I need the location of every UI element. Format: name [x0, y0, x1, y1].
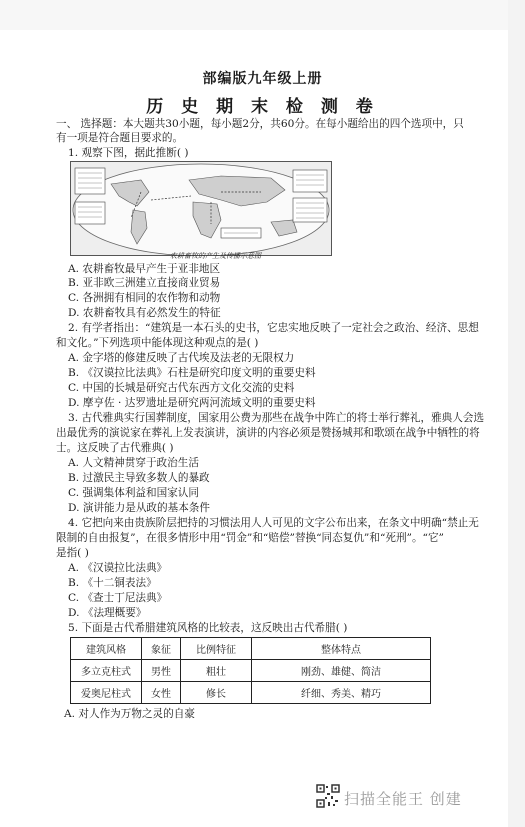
q3-stem-line1: 3. 古代雅典实行国葬制度，国家用公费为那些在战争中阵亡的将士举行葬礼，雅典人会选 [68, 412, 485, 424]
map-caption: 农耕畜牧的产生及传播示意图 [170, 252, 261, 260]
q2-stem-line1: 2. 有学者指出：“建筑是一本石头的史书，它忠实地反映了一定社会之政治、经济、思想 [68, 322, 479, 334]
q1-option-d: D. 农耕畜牧具有必然发生的特征 [68, 307, 221, 319]
table-cell: 刚劲、雄健、简洁 [252, 660, 431, 682]
q3-option-b: B. 过激民主导致多数人的暴政 [68, 472, 210, 484]
q4-stem-line3: 是指( ) [56, 547, 89, 559]
section1-instructions-line2: 有一项是符合题目要求的。 [56, 132, 184, 144]
q3-option-d: D. 演讲能力是从政的基本条件 [68, 502, 210, 514]
q4-option-a: A. 《汉谟拉比法典》 [68, 562, 168, 574]
q4-option-d: D. 《法理概要》 [68, 607, 147, 619]
table-header-cell: 象征 [142, 638, 181, 660]
architecture-comparison-table [70, 637, 431, 704]
table-header-cell: 比例特征 [181, 638, 252, 660]
table-cell: 男性 [142, 660, 181, 682]
q2-stem-line2: 和文化。”下列选项中能体现这种观点的是( ) [56, 337, 259, 349]
q3-stem-line2: 出最优秀的演说家在葬礼上发表演讲，演讲的内容必须是赞扬城邦和歌颂在战争中牺牲的将 [56, 427, 480, 439]
q4-stem-line1: 4. 它把向来由贵族阶层把持的习惯法用人人可见的文字公布出来，在条文中明确“禁止无 [68, 517, 479, 529]
q3-option-a: A. 人文精神贯穿于政治生活 [68, 457, 199, 469]
scan-margin-right [508, 0, 525, 827]
table-cell: 多立克柱式 [71, 660, 142, 682]
edition-heading: 部编版九年级上册 [202, 71, 323, 87]
q2-option-d: D. 摩亨佐 · 达罗遗址是研究两河流域文明的重要史料 [68, 397, 316, 409]
q2-option-b: B. 《汉谟拉比法典》石柱是研究印度文明的重要史料 [68, 367, 316, 379]
table-header-cell: 建筑风格 [71, 638, 142, 660]
q4-option-c: C. 《查士丁尼法典》 [68, 592, 168, 604]
q5-stem: 5. 下面是古代希腊建筑风格的比较表，这反映出古代希腊( ) [68, 622, 348, 634]
scan-margin-top [0, 0, 525, 30]
section1-instructions-line1: 一、 选择题：本大题共30小题，每小题2分，共60分。在每小题给出的四个选项中，只 [56, 118, 464, 130]
q3-option-c: C. 强调集体利益和国家认同 [68, 487, 199, 499]
scanner-watermark: 扫描全能王 创建 [344, 790, 462, 808]
world-map-figure [71, 162, 331, 255]
table-cell: 修长 [181, 682, 252, 704]
table-header-cell: 整体特点 [252, 638, 431, 660]
q2-option-a: A. 金字塔的修建反映了古代埃及法老的无限权力 [68, 352, 295, 364]
table-cell: 粗壮 [181, 660, 252, 682]
table-cell: 纤细、秀美、精巧 [252, 682, 431, 704]
q4-stem-line2: 限制的自由报复”，在很多情形中用“罚金”和“赔偿”替换“同态复仇”和“死刑”。“它” [56, 532, 444, 544]
table-cell: 女性 [142, 682, 181, 704]
q3-stem-line3: 士。这反映了古代雅典( ) [56, 442, 174, 454]
table-cell: 爱奥尼柱式 [71, 682, 142, 704]
table-row [71, 660, 431, 682]
qr-code-icon [316, 784, 340, 808]
q1-stem: 1. 观察下图，据此推断( ) [68, 147, 189, 159]
q1-option-a: A. 农耕畜牧最早产生于亚非地区 [68, 263, 221, 275]
q5-option-a: A. 对人作为万物之灵的自豪 [64, 708, 195, 720]
agriculture-spread-map [70, 161, 332, 256]
exam-title: 历 史 期 末 检 测 卷 [146, 97, 379, 117]
q2-option-c: C. 中国的长城是研究古代东西方文化交流的史料 [68, 382, 295, 394]
q1-option-c: C. 各洲拥有相同的农作物和动物 [68, 292, 221, 304]
table-header-row [71, 638, 431, 660]
table-row [71, 682, 431, 704]
q4-option-b: B. 《十二铜表法》 [68, 577, 157, 589]
q1-option-b: B. 亚非欧三洲建立直接商业贸易 [68, 277, 221, 289]
